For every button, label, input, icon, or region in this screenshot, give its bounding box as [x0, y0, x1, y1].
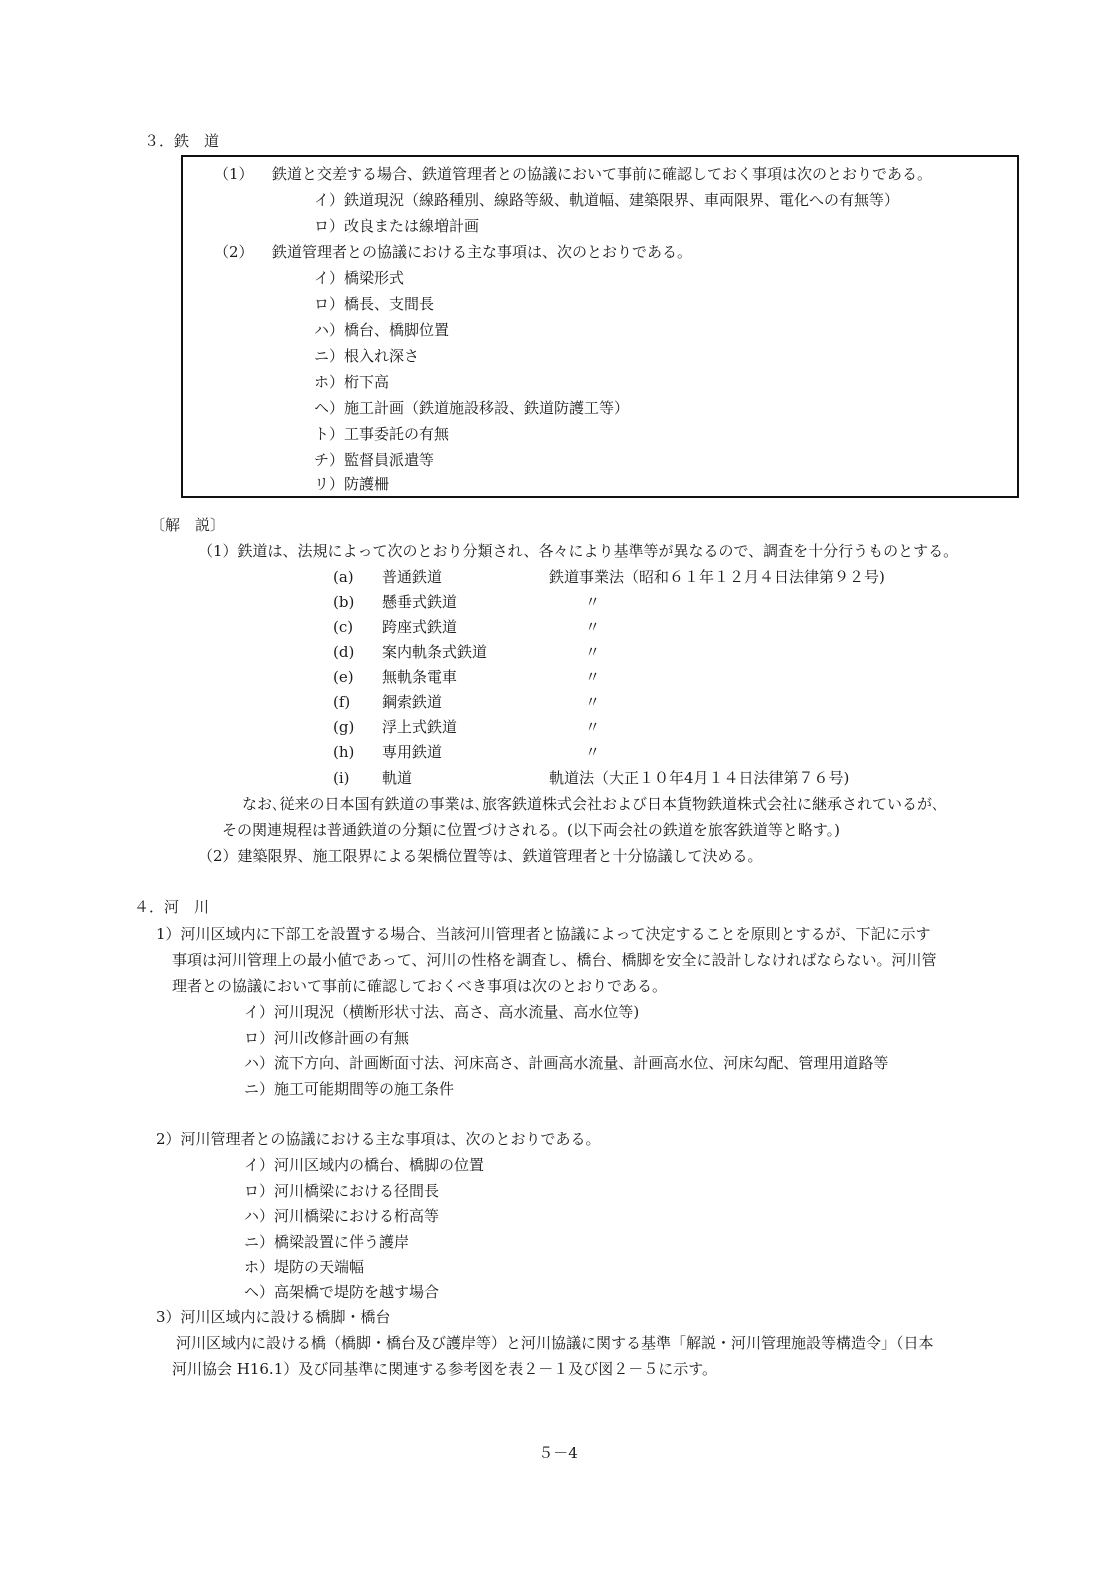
river-item-1-line: 1）河川区域内に下部工を設置する場合、当該河川管理者と協議によって決定することを原則とするが、下記に示す: [156, 925, 931, 943]
railway-name: 専用鉄道: [382, 743, 443, 761]
ditto-mark: 〃: [585, 618, 601, 636]
ditto-mark: 〃: [585, 693, 601, 711]
box-item-1-text: 鉄道と交差する場合、鉄道管理者との協議において事前に確認しておく事項は次のとおりである。: [272, 165, 933, 183]
railway-id: (f): [333, 693, 351, 711]
page-number: ５－4: [538, 1444, 578, 1462]
ditto-mark: 〃: [585, 593, 601, 611]
railway-name: 普通鉄道: [382, 568, 443, 586]
railway-name: 懸垂式鉄道: [382, 593, 458, 611]
river-item-1-line: 事項は河川管理上の最小値であって、河川の性格を調査し、橋台、橋脚を安全に設計しなければならない。河川管: [172, 951, 937, 969]
railway-name: 無軌条電車: [382, 668, 458, 686]
railway-name: 案内軌条式鉄道: [382, 643, 488, 661]
railway-id: (e): [333, 668, 354, 686]
box-subitem: イ）橋梁形式: [314, 269, 405, 287]
box-item-2-number: （2）: [214, 243, 254, 261]
box-subitem: ロ）橋長、支間長: [314, 295, 435, 313]
section-3-heading: ３．鉄 道: [144, 132, 220, 150]
river-subitem: ロ）河川改修計画の有無: [244, 1029, 410, 1047]
box-item-2-text: 鉄道管理者との協議における主な事項は、次のとおりである。: [272, 243, 693, 261]
railway-id: (d): [333, 643, 355, 661]
commentary-label: 〔解 説〕: [150, 516, 226, 534]
railway-law: 軌道法（大正１０年4月１４日法律第７６号): [549, 769, 850, 787]
railway-id: (h): [333, 743, 355, 761]
river-item-3-heading: 3）河川区域内に設ける橋脚・橋台: [156, 1308, 391, 1326]
section-4-heading: ４．河 川: [134, 898, 210, 916]
commentary-item-2: （2）建築限界、施工限界による架橋位置等は、鉄道管理者と十分協議して決める。: [198, 847, 763, 865]
box-subitem: イ）鉄道現況（線路種別、線路等級、軌道幅、建築限界、車両限界、電化への有無等）: [314, 191, 900, 209]
river-subitem: イ）河川区域内の橋台、橋脚の位置: [244, 1156, 485, 1174]
railway-id: (i): [333, 769, 350, 787]
railway-name: 軌道: [382, 769, 413, 787]
railway-law: 鉄道事業法（昭和６１年１２月４日法律第９２号): [549, 568, 885, 586]
railway-id: (a): [333, 568, 354, 586]
river-item-2-text: 2）河川管理者との協議における主な事項は、次のとおりである。: [156, 1130, 601, 1148]
river-subitem: ニ）橋梁設置に伴う護岸: [244, 1233, 410, 1251]
ditto-mark: 〃: [585, 718, 601, 736]
river-subitem: イ）河川現況（横断形状寸法、高さ、高水流量、高水位等): [244, 1003, 640, 1021]
river-subitem: ロ）河川橋梁における径間長: [244, 1182, 440, 1200]
box-item-1-number: （1）: [214, 165, 254, 183]
railway-id: (c): [333, 618, 354, 636]
railway-name: 鋼索鉄道: [382, 693, 443, 711]
river-item-3-line: 河川協会 H16.1）及び同基準に関連する参考図を表２－１及び図２－５に示す。: [172, 1360, 718, 1378]
commentary-note: その関連規程は普通鉄道の分類に位置づけされる。(以下両会社の鉄道を旅客鉄道等と略す。): [222, 821, 841, 839]
river-subitem: ハ）河川橋梁における桁高等: [244, 1207, 440, 1225]
box-subitem: チ）監督員派遣等: [314, 451, 435, 469]
river-item-3-line: 河川区域内に設ける橋（橋脚・橋台及び護岸等）と河川協議に関する基準「解説・河川管理施設等構造令」（日本: [176, 1334, 934, 1352]
box-subitem: ト）工事委託の有無: [314, 425, 450, 443]
river-subitem: ハ）流下方向、計画断面寸法、河床高さ、計画高水流量、計画高水位、河床勾配、管理用道路等: [244, 1054, 889, 1072]
box-subitem: ハ）橋台、橋脚位置: [314, 321, 450, 339]
ditto-mark: 〃: [585, 643, 601, 661]
commentary-note: なお､従来の日本国有鉄道の事業は､旅客鉄道株式会社および日本貨物鉄道株式会社に継承されているが､: [242, 795, 940, 813]
railway-name: 跨座式鉄道: [382, 618, 458, 636]
box-subitem: ロ）改良または線増計画: [314, 217, 480, 235]
ditto-mark: 〃: [585, 743, 601, 761]
box-subitem: リ）防護柵: [314, 475, 390, 493]
river-subitem: ヘ）高架橋で堤防を越す場合: [244, 1283, 440, 1301]
box-subitem: ヘ）施工計画（鉄道施設移設、鉄道防護工等）: [314, 399, 630, 417]
ditto-mark: 〃: [585, 668, 601, 686]
box-subitem: ニ）根入れ深さ: [314, 347, 420, 365]
river-item-1-line: 理者との協議において事前に確認しておくべき事項は次のとおりである。: [172, 977, 668, 995]
box-subitem: ホ）桁下高: [314, 373, 390, 391]
railway-id: (b): [333, 593, 355, 611]
river-subitem: ホ）堤防の天端幅: [244, 1258, 365, 1276]
commentary-item-1: （1）鉄道は、法規によって次のとおり分類され、各々により基準等が異なるので、調査を十分行うものとする。: [198, 542, 959, 560]
railway-name: 浮上式鉄道: [382, 718, 458, 736]
railway-id: (g): [333, 718, 355, 736]
river-subitem: ニ）施工可能期間等の施工条件: [244, 1080, 455, 1098]
